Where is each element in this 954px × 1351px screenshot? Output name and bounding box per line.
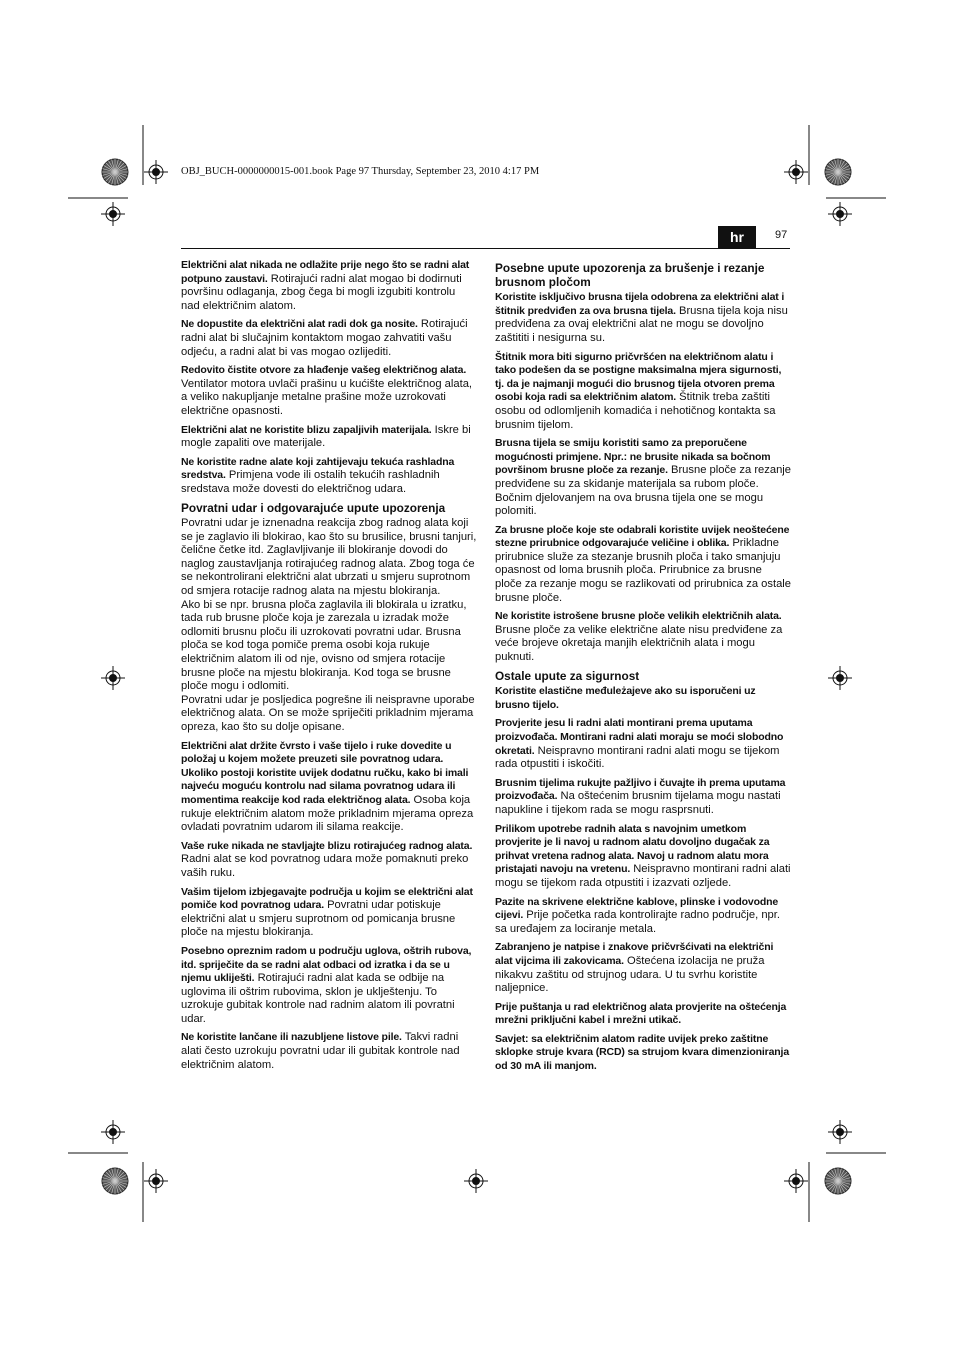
- paragraph: [495, 896, 791, 937]
- registration-target-dot: [837, 1129, 844, 1136]
- paragraph: [495, 717, 791, 771]
- warning-bold-text: Koristite elastične međuleżajeve ako su isporučeni uz brusno tijelo.: [495, 685, 756, 711]
- warning-bold-text: Za brusne ploče koje ste odabrali koristite uvijek neoštećene stezne prirubnice odgovarajuće veličine i oblika.: [495, 523, 790, 550]
- warning-bold-text: Posebno opreznim radom u području uglova, oštrih rubova, itd. spriječite da se radni alat odbaci od izratka i da se u njemu ukliješti.: [181, 944, 472, 985]
- warning-bold-text: Električni alat nikada ne odlažite prije nego što se radni alat potpuno zaustavi.: [181, 259, 470, 285]
- body-text: Štitnik treba zaštiti osobu od odlomljenih komadića i nehotičnog kontakta sa brusnim tijelom.: [495, 391, 776, 431]
- warning-bold-text: Zabranjeno je natpise i znakove pričvršćivati na električni alat vijcima ili zakovicama.: [495, 941, 774, 967]
- warning-bold-text: Provjerite jesu li radni alati montirani prema uputama proizvođača. Montirani radni alati moraju se moći slobodno okretati.: [495, 717, 784, 757]
- body-text: Prije početka rada kontrolirajte radno područje, npr. sa uređajem za lociranje metala.: [495, 909, 780, 935]
- body-text: Osoba koja rukuje električnim alatom može prikladnim mjerama opreza ovladati povratnim udarom ili silama reakcije.: [181, 793, 474, 834]
- color-bar-rosette: [102, 1168, 128, 1194]
- body-text: Povratni udar je iznenadna reakcija zbog radnog alata koji se je zaglavio ili blokirao, kao što su brusilice, brusni tanjuri, čelične četke itd. Zaglavljivanje ili blokiranje dovodi do naglog zaustavljanja rotirajućeg radnog alata. Zbog toga će se nekontrolirani električni alat ubrzati u smjeru suprotnom od smjera rotacije radnog alata na mjestu blokiranja.: [181, 517, 477, 598]
- registration-target-dot: [110, 1129, 117, 1136]
- section-heading: Povratni udar i odgovarajuće upute upozorenja: [181, 500, 446, 515]
- registration-target-dot: [153, 1178, 160, 1185]
- registration-target: [789, 165, 803, 179]
- warning-bold-text: Redovito čistite otvore za hlađenje vašeg električnog alata.: [181, 364, 467, 377]
- paragraph: [495, 610, 791, 664]
- paragraph: [495, 524, 791, 606]
- paragraph: [495, 777, 791, 818]
- body-text: Primjena vode ili ostalih tekućih rashladnih sredstava može dovesti do električnog udara.: [181, 469, 440, 495]
- warning-bold-text: Savjet: sa električnim alatom radite uvijek preko zaštitne sklopke struje kvara (RCD) sa strujom kvara dimenzioniranja od 30 mA ili manjom.: [495, 1032, 790, 1073]
- registration-target: [833, 671, 847, 685]
- body-text: Rotirajući radni alat mogao bi dodirnuti površinu odlaganja, zbog čega bi mogli izgubiti kontrolu nad električnim alatom.: [181, 272, 462, 312]
- warning-bold-text: Električni alat držite čvrsto i vaše tijelo i ruke dovedite u položaj u kojem možete preuzeti sile povratnog udara. Ukoliko postoji koristite uvijek dodatnu ručku, kako bi imali najveću moguću kontrolu nad silama povratnog udara ili momentima reakcije kod rada električnog alata.: [181, 739, 469, 806]
- paragraph: [181, 694, 477, 735]
- file-header: OBJ_BUCH-0000000015-001.book Page 97 Thursday, September 23, 2010 4:17 PM: [181, 166, 540, 177]
- warning-bold-text: Ne koristite radne alate koji zahtijevaju tekuća rashladna sredstva.: [181, 455, 455, 482]
- body-text: Takvi radni alati često uzrokuju povratni udar ili gubitak kontrole nad električnim alatom.: [181, 1031, 460, 1071]
- paragraph: [181, 840, 477, 881]
- warning-bold-text: Brusna tijela se smiju koristiti samo za preporučene mogućnosti primjene. Npr.: ne brusite nikada sa bočnom površinom brusne ploče za rezanje.: [495, 437, 771, 477]
- body-text: Oštećena izolacija ne pruža nikakvu zaštitu od strujnog udara. U tu svrhu koristite naljepnice.: [495, 954, 765, 995]
- body-text: Ako bi se npr. brusna ploča zaglavila ili blokirala u izratku, tada rub brusne ploče koja je zarezala u izradak može odlomiti brusnu ploču ili uzrokovati povratni udar. Brusna ploča se kod toga pomiče prema osobi koja rukuje električnim alatom ili od nje, ovisno od smjera rotacije brusne ploče na mjestu blokiranja. Kod toga se brusne ploče mogu i odlomiti.: [181, 598, 467, 693]
- body-text: Neispravno montirani radni alati mogu se tijekom rada otpustiti i izazvati ozljede.: [495, 863, 791, 889]
- warning-bold-text: Prilikom upotrebe radnih alata s navojnim umetkom provjerite je li navoj u radnom alatu dovoljno dugačak za prihvat vretena radnog alata. Navoj u radnom alatu mora pristajati navoju na vretenu.: [495, 822, 770, 876]
- warning-bold-text: Brusnim tijelima rukujte pažljivo i čuvajte ih prema uputama proizvođača.: [495, 776, 786, 803]
- body-text: Rotirajući radni alat bi slučajnim kontaktom mogao zahvatiti vašu odjeću, a radni alat bi vas mogao ozlijediti.: [181, 318, 468, 358]
- registration-target-dot: [473, 1178, 480, 1185]
- body-text: Brusne ploče za rezanje predviđene su za skidanje materijala sa rubom ploče. Bočnim djelovanjem na ova brusna tijela one se mogu polomiti.: [495, 464, 792, 518]
- body-text: Rotirajući radni alat kada se odbije na uglovima ili oštrim rubovima, sklon je uklještenju. To uzrokuje gubitak kontrole nad radnim alatom ili povratni udar.: [181, 972, 455, 1025]
- paragraph: [181, 424, 477, 451]
- section-heading: Posebne upute upozorenja za brušenje i rezanje brusnom pločom: [495, 261, 765, 289]
- registration-target: [833, 1125, 847, 1139]
- paragraph: [181, 364, 477, 418]
- header-rule: [181, 248, 790, 249]
- registration-target-dot: [793, 169, 800, 176]
- body-text: Prikladne prirubnice služe za stezanje brusnih ploča i tako smanjuju opasnost od loma brusnih ploča. Prirubnice za brusne ploče za rezanje mogu se razlikovati od prirubnica za ostale brusne ploče.: [495, 537, 792, 604]
- warning-bold-text: Pazite na skrivene električne kablove, plinske i vodovodne cijevi.: [495, 895, 779, 922]
- paragraph: [495, 1033, 791, 1074]
- paragraph: [495, 351, 791, 433]
- paragraph: [495, 1001, 791, 1028]
- body-text: Ventilator motora uvlači prašinu u kućište električnog alata, a veliko nakupljanje metalne prašine može uzrokovati električne opasnosti.: [181, 377, 473, 417]
- registration-target: [833, 207, 847, 221]
- paragraph: [181, 945, 477, 1027]
- registration-target: [149, 1174, 163, 1188]
- warning-bold-text: Vaše ruke nikada ne stavljajte blizu rotirajućeg radnog alata.: [181, 839, 473, 852]
- paragraph: [495, 823, 791, 891]
- paragraph: [181, 886, 477, 940]
- registration-target-dot: [153, 169, 160, 176]
- registration-target: [469, 1174, 483, 1188]
- registration-target-dot: [837, 211, 844, 218]
- warning-bold-text: Ne koristite istrošene brusne ploče velikih električnih alata.: [495, 610, 782, 623]
- body-text: Povratni udar je posljedica pogrešne ili neispravne uporabe električnog alata. On se može spriječiti prikladnim mjerama opreza, kao što su dolje opisane.: [181, 693, 475, 733]
- registration-target-dot: [110, 211, 117, 218]
- page-number: 97: [775, 229, 788, 241]
- section-heading: Ostale upute za sigurnost: [495, 668, 640, 683]
- registration-target-dot: [110, 675, 117, 682]
- color-bar-rosette: [102, 159, 128, 185]
- warning-bold-text: Prije puštanja u rad električnog alata provjerite na oštećenja mrežni priključni kabel i mrežni utikač.: [495, 1000, 787, 1027]
- paragraph: [495, 437, 791, 519]
- paragraph: [495, 291, 791, 345]
- warning-bold-text: Ne dopustite da električni alat radi dok ga nosite.: [181, 318, 418, 331]
- registration-target: [106, 207, 120, 221]
- warning-bold-text: Štitnik mora biti sigurno pričvršćen na električnom alatu i tako podešen da se postigne maksimalna mjera sigurnosti, tj. da je najmanji mogući dio brusnog tijela otvoren prema osobi koja radi sa električnim alatom.: [495, 350, 782, 404]
- body-text: Povratni udar potiskuje električni alat u smjeru suprotnom od pomicanja brusne ploče na mjestu blokiranja.: [181, 899, 456, 939]
- warning-bold-text: Električni alat ne koristite blizu zapaljivih materijala.: [181, 423, 432, 436]
- paragraph: [495, 941, 791, 995]
- warning-bold-text: Vašim tijelom izbjegavajte područja u kojim se električni alat pomiče kod povratnog udara.: [181, 885, 473, 912]
- left-column: [181, 259, 477, 1077]
- registration-target: [106, 671, 120, 685]
- registration-target-dot: [793, 1178, 800, 1185]
- paragraph: [181, 318, 477, 359]
- warning-bold-text: Koristite isključivo brusna tijela odobrena za električni alat i štitnik predviđen za ova brusna tijela.: [495, 291, 785, 317]
- paragraph: [181, 1031, 477, 1072]
- body-text: Brusne ploče za velike električne alate nisu predviđene za veće brojeve okretaja manjih električnih alata i mogu puknuti.: [495, 623, 783, 664]
- warning-bold-text: Ne koristite lančane ili nazubljene listove pile.: [181, 1031, 402, 1044]
- paragraph: [181, 456, 477, 497]
- registration-target: [789, 1174, 803, 1188]
- registration-target: [149, 165, 163, 179]
- registration-target-dot: [837, 675, 844, 682]
- body-text: Neispravno montirani radni alati mogu se tijekom rada otpustiti i iskočiti.: [495, 744, 780, 771]
- paragraph: [495, 685, 791, 712]
- body-text: Brusna tijela koja nisu predviđena za ovaj električni alat ne mogu se dovoljno zaštititi i nesigurna su.: [495, 304, 788, 344]
- color-bar-rosette: [825, 159, 851, 185]
- paragraph: [181, 599, 477, 694]
- right-column: [495, 259, 791, 1079]
- language-tab: hr: [718, 226, 756, 248]
- registration-target: [106, 1125, 120, 1139]
- color-bar-rosette: [825, 1168, 851, 1194]
- body-text: Iskre bi mogle zapaliti ove materijale.: [181, 423, 471, 450]
- body-text: Radni alat se kod povratnog udara može pomaknuti preko vaših ruku.: [181, 853, 469, 879]
- paragraph: [181, 740, 477, 835]
- paragraph: [181, 517, 477, 599]
- paragraph: [181, 259, 477, 313]
- body-text: Na oštećenim brusnim tijelama mogu nastati napukline i tijekom rada se mogu rasprsnuti.: [495, 790, 781, 816]
